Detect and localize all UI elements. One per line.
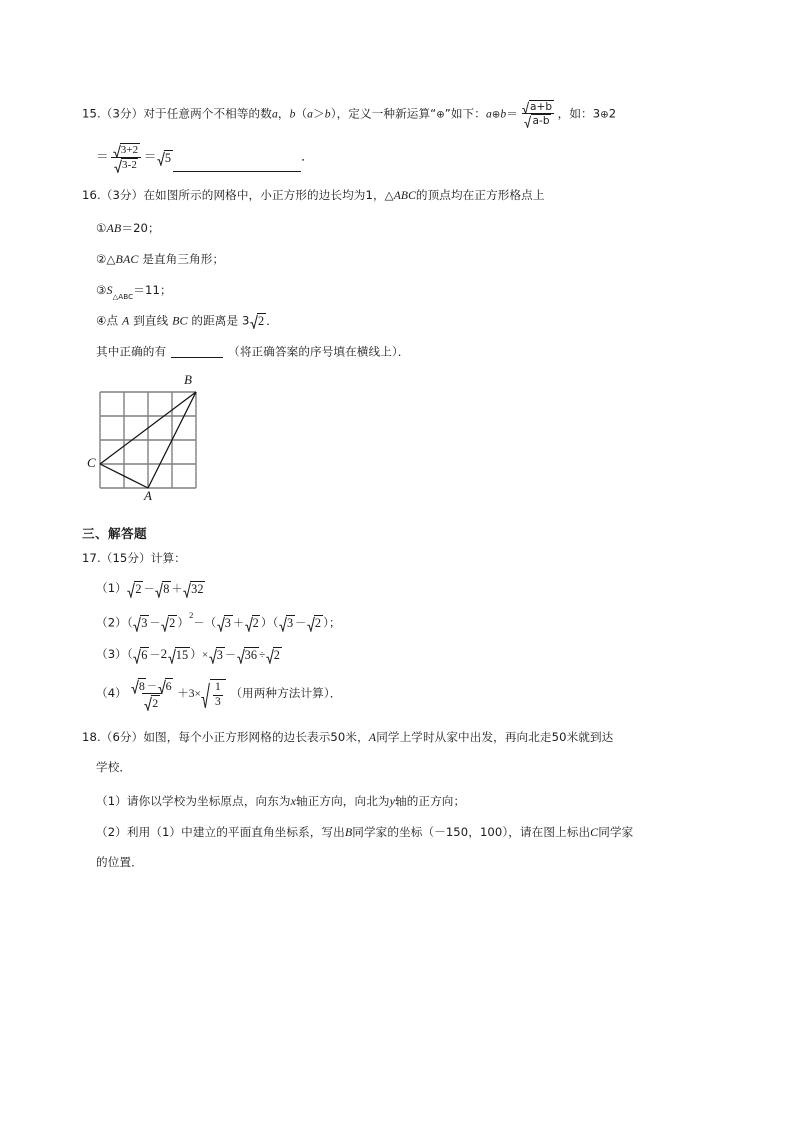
q18-p2-student-c: C: [590, 825, 599, 839]
q16-item-4-coefficient: 3: [241, 313, 250, 328]
q16-item-3: [96, 283, 172, 302]
radical-sign-icon: [114, 159, 121, 173]
q15-cond-a: a: [307, 107, 314, 121]
q16-item-3-end: ；: [159, 283, 172, 297]
q17-p4-numerator: [128, 678, 175, 694]
radical-sign-icon: [161, 616, 168, 632]
q17-p3-op-1: －: [149, 649, 161, 661]
radical-sign-icon: [127, 582, 134, 598]
sqrt-icon: [307, 615, 323, 631]
q16-item-3-eq: ＝: [133, 283, 145, 297]
q15-example-a: 3: [592, 106, 601, 121]
q16-grid-figure: [88, 370, 216, 502]
radical-sign-icon: [307, 616, 314, 632]
q16-item-3-label: S: [106, 283, 113, 297]
q15-line2-result: 5: [164, 150, 172, 165]
q18-p2-text-b: 同学家的坐标（－150，100），请在图上标出: [352, 825, 591, 839]
q16-item-2-triangle-icon: △: [106, 252, 116, 266]
q18-text-b: 米，: [345, 730, 369, 744]
radical-sign-icon: [522, 101, 529, 114]
q17-p1-op-1: －: [143, 583, 155, 595]
q15-line2-denominator: [111, 157, 140, 172]
q15-example-oplus-icon: ⊕: [600, 109, 609, 121]
q17-p4-note: （用两种方法计算）．: [230, 686, 342, 701]
q18-part-1: [96, 795, 465, 808]
radical-sign-icon: [155, 582, 162, 598]
q17-p3-radicand-3: 3: [216, 648, 224, 663]
radical-sign-icon: [217, 616, 224, 632]
q16-item-4: [96, 313, 278, 329]
question-16-stem: [82, 190, 545, 202]
q15-def-eq: ＝: [506, 106, 518, 121]
radical-sign-icon: [131, 679, 138, 694]
radical-sign-icon: [133, 648, 140, 664]
q15-text-c: 如下：: [450, 106, 486, 121]
q18-distance-2: 50: [551, 730, 567, 744]
radical-sign-icon: [266, 648, 273, 664]
sqrt-icon: [127, 581, 143, 597]
q16-item-4-end: ．: [266, 313, 278, 328]
q16-item-1-marker: ①: [96, 221, 107, 235]
q16-item-1-value: 20: [133, 221, 149, 235]
q17-p4-fraction: [128, 678, 175, 710]
q17-p2-open-1: （: [126, 615, 133, 630]
q15-cond-b: b: [324, 107, 331, 121]
q15-quote-open: “: [430, 106, 437, 121]
sqrt-icon: [133, 615, 149, 631]
radical-sign-icon: [209, 648, 216, 664]
q15-var-b: b: [289, 107, 296, 121]
q16-item-4-mid: 到直线: [129, 313, 173, 328]
q17-p2-close-2: ）: [260, 615, 273, 630]
radical-sign-icon: [158, 679, 165, 694]
q16-dot: .: [96, 188, 101, 202]
q17-p2-open-2: （: [204, 615, 217, 630]
q16-triangle-abc: ABC: [393, 189, 416, 202]
sqrt-icon: [237, 647, 259, 663]
q16-item-4-segment: BC: [172, 313, 188, 328]
q15-line2-den-radicand: 3-2: [121, 158, 137, 171]
q15-text-a: 对于任意两个不相等的数: [143, 106, 272, 121]
q18-student-a: A: [368, 730, 377, 744]
q17-p4-denominator: [142, 693, 163, 710]
q15-comma-2: ，: [336, 106, 349, 121]
q15-def-den-radicand: a-b: [532, 114, 550, 127]
q17-p2-end: ；: [329, 615, 341, 630]
figure-label-B: B: [184, 372, 192, 387]
q17-p2-exponent: 2: [189, 610, 194, 620]
q15-cond-gt: ＞: [313, 106, 325, 121]
q17-p2-op-1: －: [149, 617, 161, 630]
q17-stem-text: 计算：: [150, 551, 186, 565]
q17-p2-radicand-6: 2: [314, 616, 322, 631]
q17-part-1-marker: （1）: [96, 581, 127, 595]
q16-item-1-eq: ＝: [121, 221, 134, 235]
radical-sign-icon: [144, 696, 151, 711]
q17-p4-times-icon: ×: [194, 688, 201, 701]
q18-p2-text-a: 利用（1）中建立的平面直角坐标系，写出: [126, 825, 345, 839]
sqrt-icon: [279, 615, 295, 631]
q17-part-2-marker: （2）: [96, 615, 127, 630]
q17-p3-op-2: －: [225, 649, 237, 661]
q18-number: 18: [82, 730, 97, 744]
q17-part-4-marker: （4）: [96, 686, 127, 701]
q17-p2-op-2: －: [193, 617, 205, 630]
q17-part-3: [96, 647, 282, 663]
q17-p3-radicand-1: 6: [141, 648, 148, 663]
q18-p2-text-c: 同学家: [598, 825, 634, 839]
q15-comma-3: ，: [557, 106, 570, 121]
q17-p2-radicand-5: 3: [286, 616, 294, 631]
sqrt-icon: [522, 100, 554, 113]
radical-sign-icon: [168, 648, 175, 664]
q17-p2-op-3: ＋: [233, 617, 245, 630]
q17-p3-open: （: [126, 647, 133, 661]
q16-stem-text-3: 的顶点均在正方形格点上: [415, 188, 545, 202]
sqrt-icon: [158, 678, 174, 693]
q17-part-1: [96, 581, 206, 597]
q15-line2-eq1: ＝: [96, 149, 109, 164]
radical-sign-icon: [201, 682, 210, 709]
q15-paren-open: （: [295, 106, 308, 121]
q17-p3-close: ）: [190, 647, 202, 661]
q18-distance-1: 50: [330, 730, 346, 744]
sqrt-icon: [131, 678, 147, 693]
q18-p1-y-axis: y: [389, 794, 396, 808]
q17-p2-radicand-1: 3: [141, 616, 148, 631]
q16-item-3-subscript: △ABC: [112, 292, 134, 302]
radical-sign-icon: [113, 144, 120, 158]
q15-text-b: 定义一种新运算: [348, 106, 431, 121]
q18-p1-text-b: 轴正方向，向北为: [296, 794, 390, 808]
q18-text-a: 如图，每个小正方形网格的边长表示: [143, 730, 331, 744]
q15-marks: （3分）: [100, 106, 144, 121]
sqrt-icon: [133, 647, 149, 663]
sqrt-icon: [157, 150, 173, 166]
q15-def-num-radicand: a+b: [529, 100, 553, 113]
sqrt-icon: [217, 615, 233, 631]
oplus-icon: ⊕: [436, 109, 445, 121]
q17-p2-open-3: （: [272, 615, 279, 630]
q17-p2-radicand-3: 3: [224, 616, 232, 631]
q16-item-2-text: 是直角三角形；: [138, 252, 225, 266]
q17-p3-times-icon: ×: [201, 649, 209, 661]
q18-p1-x-axis: x: [290, 794, 297, 808]
q17-p4-plus: ＋3: [177, 688, 195, 701]
question-15-line-2: [96, 143, 314, 172]
q15-def-b: b: [500, 107, 507, 121]
q17-p3-radicand-2: 15: [175, 648, 189, 663]
q17-dot: .: [96, 551, 101, 565]
sqrt-icon: [245, 615, 261, 631]
q15-number: 15: [82, 106, 97, 121]
q17-p1-op-2: ＋: [171, 583, 183, 595]
sqrt-icon: [201, 679, 225, 709]
q18-part-2-marker: （2）: [96, 825, 127, 839]
q17-part-2: [96, 610, 341, 631]
sqrt-icon: [114, 158, 138, 172]
q17-marks: （15分）: [100, 551, 151, 565]
q18-p2-student-b: B: [344, 825, 353, 839]
q17-p2-radicand-2: 2: [169, 616, 176, 631]
q16-item-1-label: AB: [106, 221, 122, 235]
q17-p4-inner-den: 3: [214, 695, 221, 708]
sqrt-icon: [113, 143, 140, 157]
q18-marks: （6分）: [100, 730, 144, 744]
radical-sign-icon: [157, 151, 164, 167]
q18-text-c: 同学上学时从家中出发，再向北走: [376, 730, 552, 744]
q15-definition-fraction: [519, 100, 556, 128]
q16-side-length: 1: [365, 188, 373, 202]
q17-p1-radicand-1: 2: [135, 582, 142, 597]
q15-text-d: 如：: [569, 106, 593, 121]
q15-def-oplus-icon: ⊕: [491, 109, 501, 121]
q16-number: 16: [82, 188, 97, 202]
q17-p4-inner-fraction-wrap: [210, 679, 225, 709]
section-3-heading: 三、解答题: [82, 526, 147, 541]
q15-line2-numerator: [110, 143, 142, 157]
q17-p1-radicand-2: 8: [163, 582, 170, 597]
q15-def-a: a: [485, 107, 492, 121]
question-18-line-2: 学校．: [96, 760, 132, 774]
q17-p3-radicand-4: 36: [244, 648, 258, 663]
q16-conclusion-text-a: 其中正确的有: [96, 344, 167, 359]
q17-part-3-marker: （3）: [96, 647, 127, 661]
sqrt-icon: [168, 647, 190, 663]
q17-p2-op-4: －: [295, 617, 307, 630]
radical-sign-icon: [237, 648, 244, 664]
q18-part-2-line-2: 的位置．: [96, 855, 143, 869]
q18-p1-text-c: 轴的正方向；: [395, 794, 466, 808]
q17-p3-radicand-5: 2: [273, 648, 281, 663]
q17-p4-inner-num: 1: [214, 681, 221, 694]
grid-lines: [100, 392, 196, 488]
q17-p3-divide-icon: ÷: [259, 649, 266, 661]
q15-quote-close: ”: [444, 106, 451, 121]
q15-def-denominator: [522, 113, 554, 127]
q17-p2-close-1: ）: [177, 615, 190, 630]
q15-answer-blank[interactable]: [173, 158, 301, 172]
q16-item-4-marker: ④: [96, 313, 107, 328]
q15-period: ．: [301, 149, 314, 164]
q16-item-3-value: 11: [144, 283, 160, 297]
figure-label-A: A: [144, 488, 152, 503]
sqrt-icon: [183, 581, 205, 597]
q17-p1-radicand-3: 32: [191, 582, 204, 597]
q16-answer-blank[interactable]: [171, 345, 223, 358]
q17-number: 17: [82, 551, 97, 565]
q16-item-4-pre: 点: [106, 313, 122, 328]
q15-paren-close: ）: [330, 106, 337, 121]
q16-conclusion: [96, 345, 409, 358]
q17-p4-inner-fraction: [213, 681, 223, 709]
q16-conclusion-text-b: （将正确答案的序号填在横线上）．: [228, 344, 410, 359]
q18-p1-text-a: 请你以学校为坐标原点，向东为: [126, 794, 291, 808]
q16-stem-text-2: ，△: [372, 188, 394, 202]
sqrt-icon: [155, 581, 171, 597]
q15-dot: .: [96, 106, 101, 121]
q15-result-fraction: [110, 143, 142, 172]
sqrt-icon: [209, 647, 225, 663]
q16-item-3-marker: ③: [96, 283, 107, 297]
radical-sign-icon: [279, 616, 286, 632]
q18-part-1-marker: （1）: [96, 794, 127, 808]
q15-comma-1: ，: [277, 106, 290, 121]
q17-p4-num-radicand-2: 6: [165, 678, 172, 693]
radical-sign-icon: [133, 616, 140, 632]
q18-dot: .: [96, 730, 101, 744]
q17-p2-radicand-4: 2: [252, 616, 259, 631]
q16-item-4-radicand: 2: [257, 314, 265, 328]
q17-p4-den-radicand: 2: [152, 695, 159, 710]
radical-sign-icon: [250, 314, 257, 330]
q16-marks: （3分）: [100, 188, 144, 202]
q15-def-numerator: [519, 100, 556, 113]
figure-label-C: C: [87, 455, 96, 470]
question-18-line-1: [82, 731, 613, 744]
q18-text-d: 米就到达: [566, 730, 614, 744]
q16-item-4-post: 的距离是: [187, 313, 242, 328]
q16-item-2-label: BAC: [115, 252, 139, 266]
sqrt-icon: [266, 647, 282, 663]
q17-p4-num-op: －: [146, 680, 158, 692]
radical-sign-icon: [183, 582, 190, 598]
q16-item-1-end: ；: [148, 221, 160, 235]
q16-stem-text: 在如图所示的网格中，小正方形的边长均为: [143, 188, 366, 202]
question-17-stem: [82, 553, 186, 565]
radical-sign-icon: [524, 115, 531, 128]
sqrt-icon: [144, 695, 160, 710]
q15-line2-num-radicand: 3+2: [120, 143, 139, 156]
q18-part-2: [96, 826, 633, 839]
q16-item-2-marker: ②: [96, 252, 107, 266]
q16-figure-svg: [88, 370, 216, 502]
radical-sign-icon: [245, 616, 252, 632]
sqrt-icon: [161, 615, 177, 631]
q15-line2-eq2: ＝: [143, 149, 157, 164]
q16-item-4-point: A: [121, 313, 130, 328]
q15-example-b: 2: [608, 106, 617, 121]
sqrt-icon: [250, 313, 266, 329]
q17-p4-num-radicand-1: 8: [138, 678, 145, 693]
q15-var-a: a: [271, 107, 278, 121]
q16-item-1: [96, 222, 160, 235]
sqrt-icon: [524, 114, 551, 127]
q17-p3-coefficient: 2: [160, 646, 168, 661]
question-15-line-1: [82, 100, 616, 128]
q16-item-2: [96, 253, 224, 266]
q17-part-4: [96, 678, 341, 710]
q17-p2-close-3: ）: [323, 615, 329, 630]
